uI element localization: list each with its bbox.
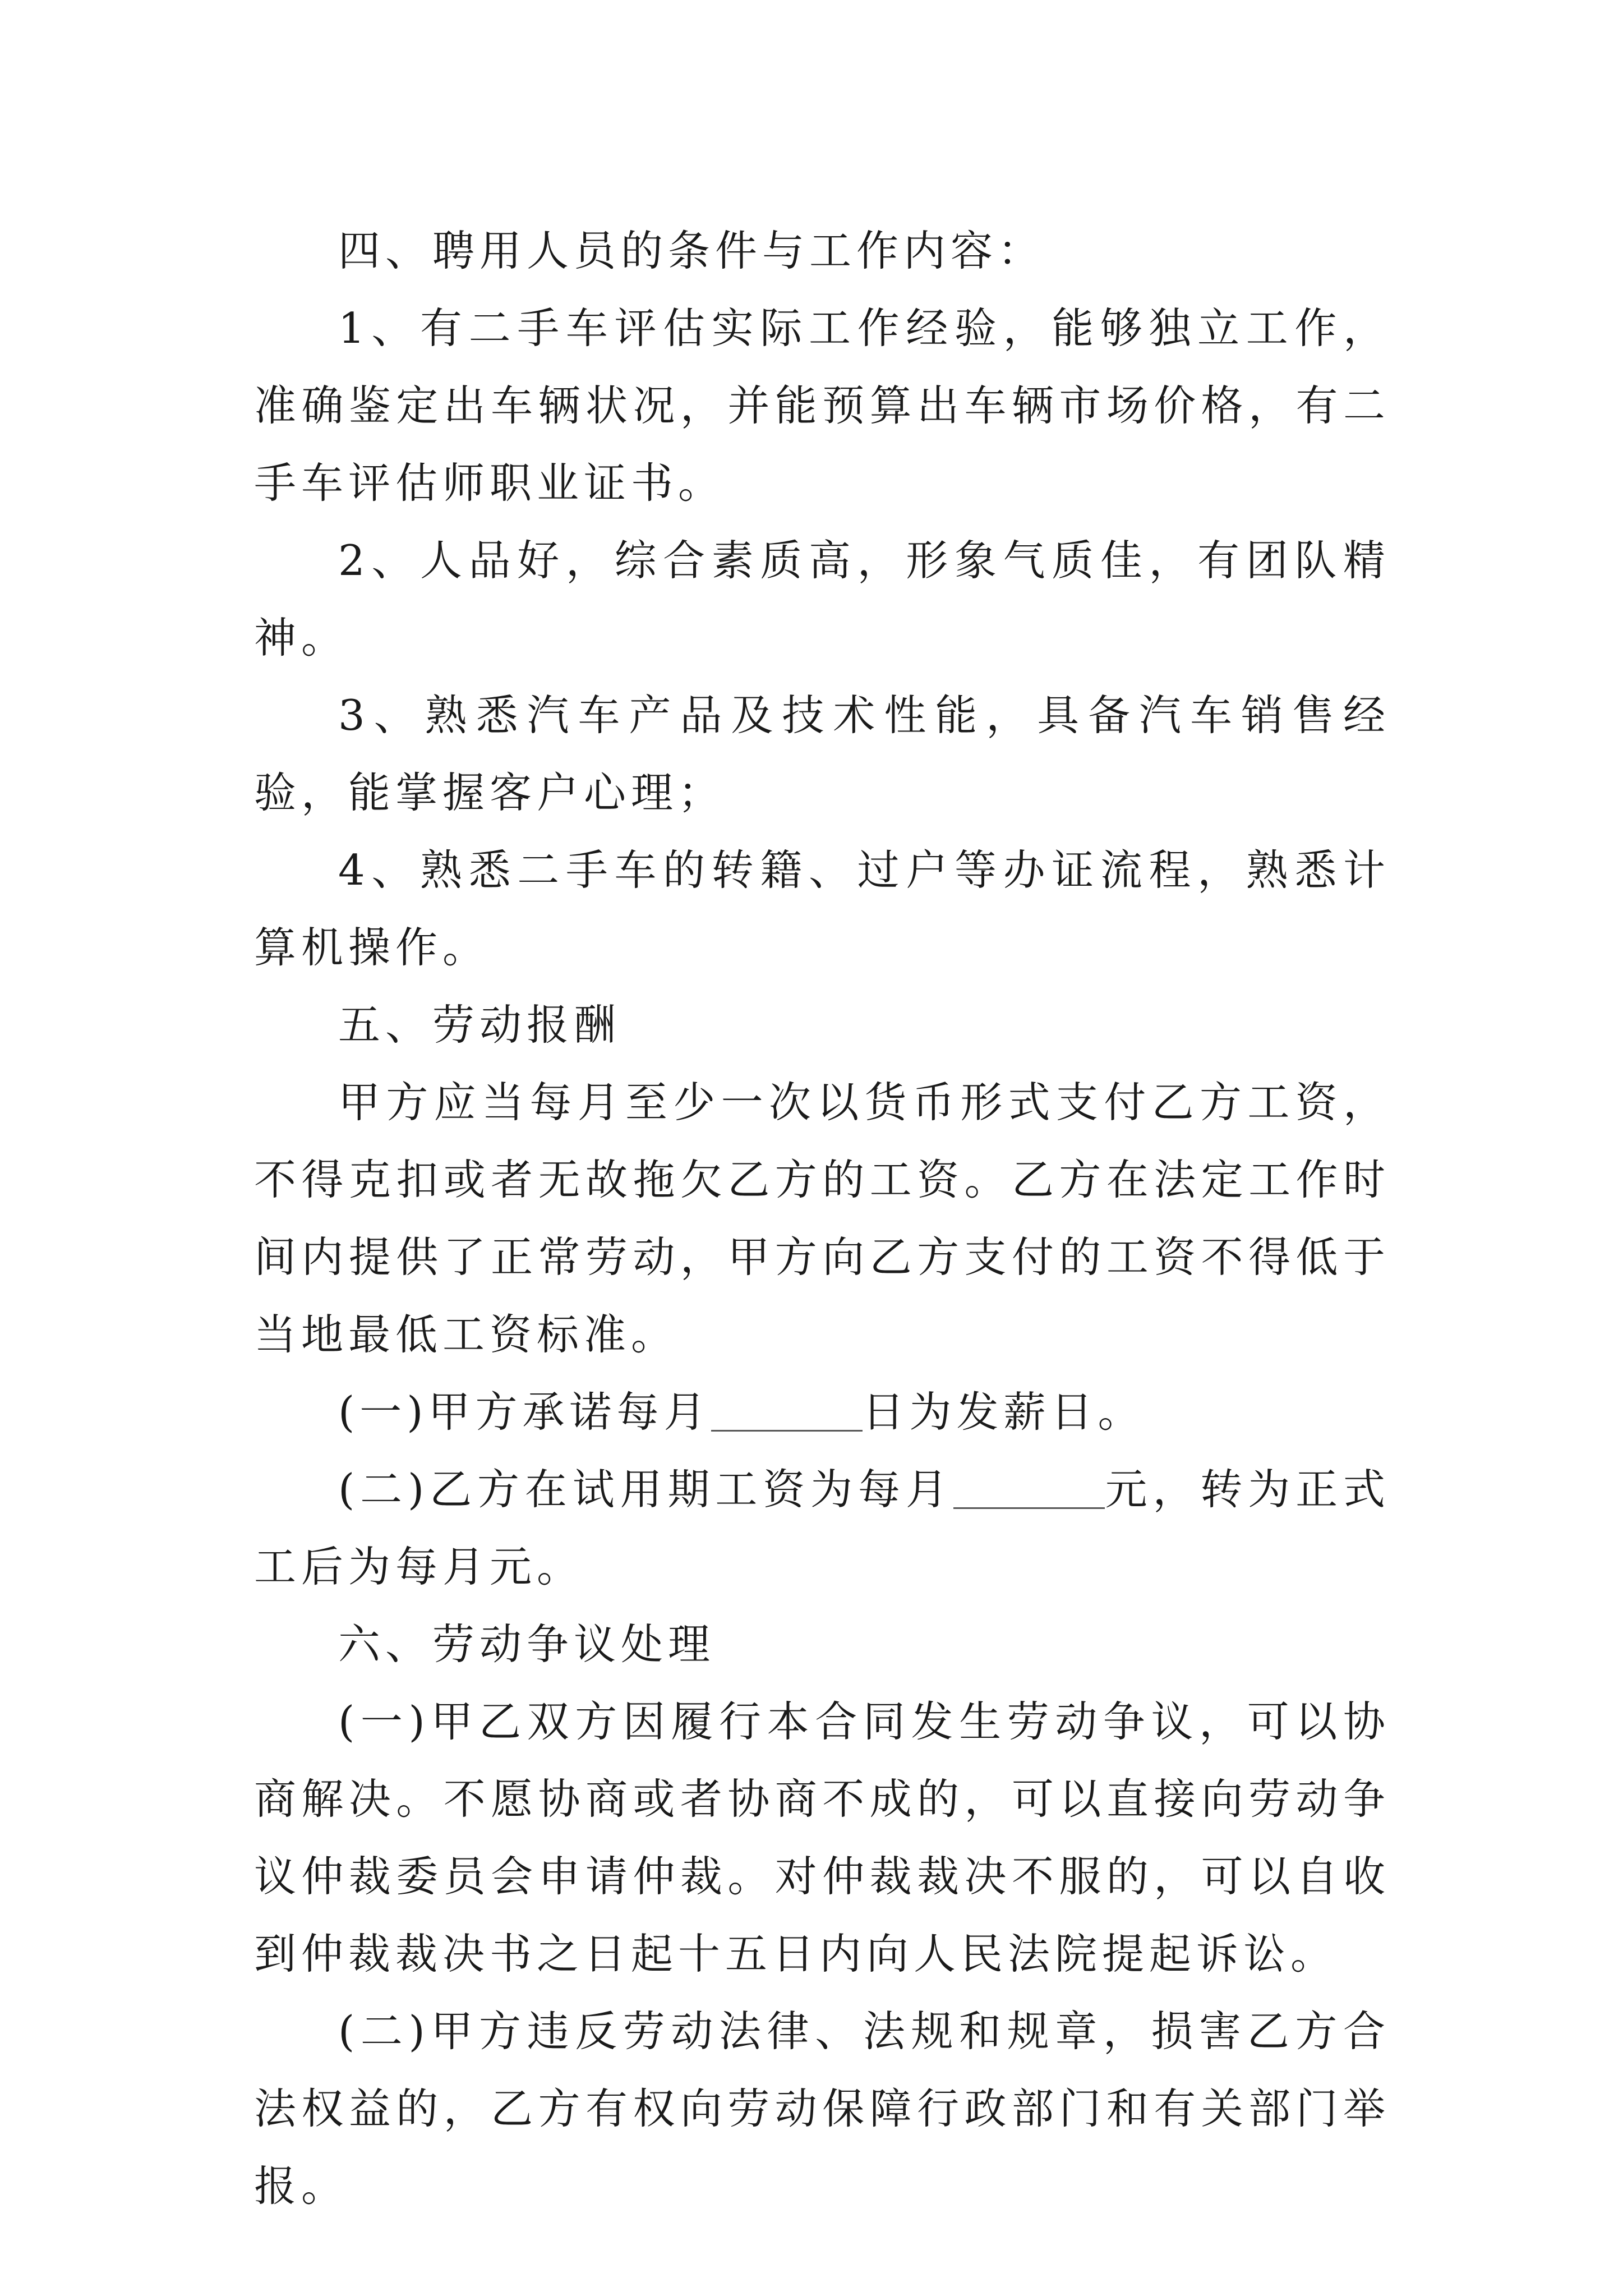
condition-item-3: 3、熟悉汽车产品及技术性能，具备汽车销售经验，能掌握客户心理； — [254, 691, 1390, 817]
condition-item-1: 1、有二手车评估实际工作经验，能够独立工作，准确鉴定出车辆状况，并能预算出车辆市场价格，有二手车评估师职业证书。 — [254, 303, 1390, 508]
dispute-clause-1: (一)甲乙双方因履行本合同发生劳动争议，可以协商解决。不愿协商或者协商不成的，可以直接向劳动争议仲裁委员会申请仲裁。对仲裁裁决不服的，可以自收到仲裁裁决书之日起十五日内向人民法院提起诉讼。 — [254, 1697, 1390, 1978]
dispute-clause-2: (二)甲方违反劳动法律、法规和规章，损害乙方合法权益的，乙方有权向劳动保障行政部门和有关部门举报。 — [254, 2007, 1390, 2211]
payday-clause-after: 日为发薪日。 — [862, 1387, 1145, 1437]
document-body — [254, 212, 1390, 2225]
remuneration-paragraph: 甲方应当每月至少一次以货币形式支付乙方工资，不得克扣或者无故拖欠乙方的工资。乙方在法定工作时间内提供了正常劳动，甲方向乙方支付的工资不得低于当地最低工资标准。 — [254, 1078, 1390, 1359]
probation-wage-clause — [254, 1451, 1390, 1605]
probation-wage-before: (二)乙方在试用期工资为每月 — [338, 1465, 953, 1514]
payday-clause-before: (一)甲方承诺每月 — [338, 1387, 711, 1437]
section-heading-conditions: 四、聘用人员的条件与工作内容： — [338, 226, 1045, 275]
condition-item-2: 2、人品好，综合素质高，形象气质佳，有团队精神。 — [254, 536, 1390, 662]
payday-blank — [711, 1388, 863, 1432]
payday-clause — [254, 1373, 1390, 1451]
condition-item-4: 4、熟悉二手车的转籍、过户等办证流程，熟悉计算机操作。 — [254, 845, 1390, 972]
section-heading-disputes: 六、劳动争议处理 — [338, 1619, 716, 1669]
probation-wage-after: 元，转为正式工后为每月元。 — [254, 1465, 1390, 1591]
section-heading-remuneration: 五、劳动报酬 — [338, 1000, 621, 1050]
probation-wage-blank — [953, 1465, 1105, 1509]
